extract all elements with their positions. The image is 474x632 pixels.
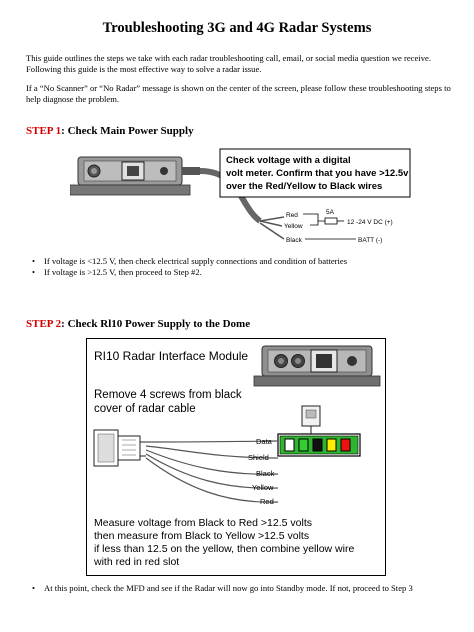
measure-line-1: Measure voltage from Black to Red >12.5 volts (94, 517, 312, 529)
callout-line-1: Check voltage with a digital (226, 155, 351, 166)
fuse-symbol (325, 218, 337, 224)
measure-line-2: then measure from Black to Yellow >12.5 volts (94, 530, 310, 542)
batt-label: BATT (-) (358, 237, 383, 244)
step2-dome-diagram (86, 338, 386, 576)
terminal-slot (299, 439, 308, 451)
step2-heading-text: : Check Rl10 Power Supply to the Dome (61, 318, 251, 330)
wire-label-red: Red (260, 497, 274, 506)
wire-label-yellow: Yellow (252, 483, 274, 492)
wire-label-red: Red (286, 212, 298, 219)
step1-heading (26, 125, 194, 137)
terminal-slot (327, 439, 336, 451)
ri10-module-illustration (254, 346, 380, 386)
measure-line-4: with red in red slot (94, 556, 180, 568)
remove-screws-line-1: Remove 4 screws from black (94, 389, 242, 401)
document-title: Troubleshooting 3G and 4G Radar Systems (102, 20, 372, 36)
intro-paragraph-1: This guide outlines the steps we take with each radar troubleshooting call, email, or social media question we receive. Following this guide is the most effective way to solve a radar issue. (26, 53, 431, 74)
step1-number: STEP 1 (26, 125, 62, 137)
wire-label-yellow: Yellow (284, 223, 303, 230)
fuse-label: 5A (326, 209, 334, 216)
wire-label-data: Data (256, 437, 272, 446)
figure-title: RI10 Radar Interface Module (94, 349, 249, 363)
step2-number: STEP 2 (26, 318, 62, 330)
remove-screws-line-2: cover of radar cable (94, 403, 196, 415)
terminal-block (278, 434, 360, 456)
list-item: • At this point, check the MFD and see if the Radar will now go into Standby mode. If not, proceed to Step 3 (26, 583, 466, 594)
terminal-slot (285, 439, 294, 451)
step1-heading-text: : Check Main Power Supply (61, 125, 194, 137)
step2-heading (26, 318, 250, 330)
intro-paragraph-2: If a “No Scanner” or “No Radar” message is shown on the center of the screen, please follow these troubleshooting steps to help diagnose the problem. (26, 83, 451, 104)
terminal-slot (341, 439, 350, 451)
supply-label: 12 -24 V DC (+) (347, 219, 393, 226)
wire-label-shield: Shield (248, 453, 269, 462)
callout-line-3: over the Red/Yellow to Black wires (226, 181, 383, 192)
callout-line-2: volt meter. Confirm that you have >12.5v (226, 168, 409, 179)
step1-power-diagram (70, 147, 415, 247)
wire-label-black: Black (286, 237, 302, 244)
wire-label-black: Black (256, 469, 275, 478)
measure-line-3: if less than 12.5 on the yellow, then combine yellow wire (94, 543, 355, 555)
list-item: • If voltage is <12.5 V, then check electrical supply connections and condition of batteries (26, 256, 466, 267)
list-item: • If voltage is >12.5 V, then proceed to Step #2. (26, 267, 466, 278)
terminal-slot (313, 439, 322, 451)
step2-bullets (26, 583, 466, 594)
step1-bullets (26, 256, 466, 278)
rl10-module-illustration (70, 157, 200, 195)
